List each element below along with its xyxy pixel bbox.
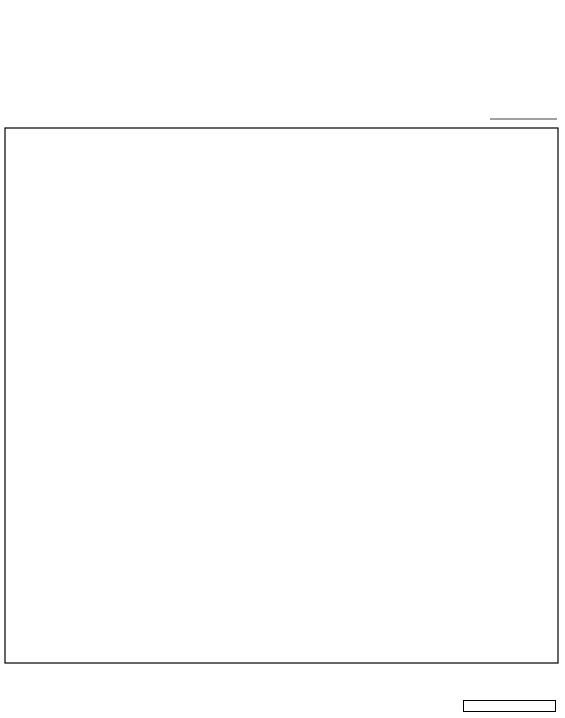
form-code-box — [463, 700, 556, 712]
form-frame — [5, 128, 558, 663]
